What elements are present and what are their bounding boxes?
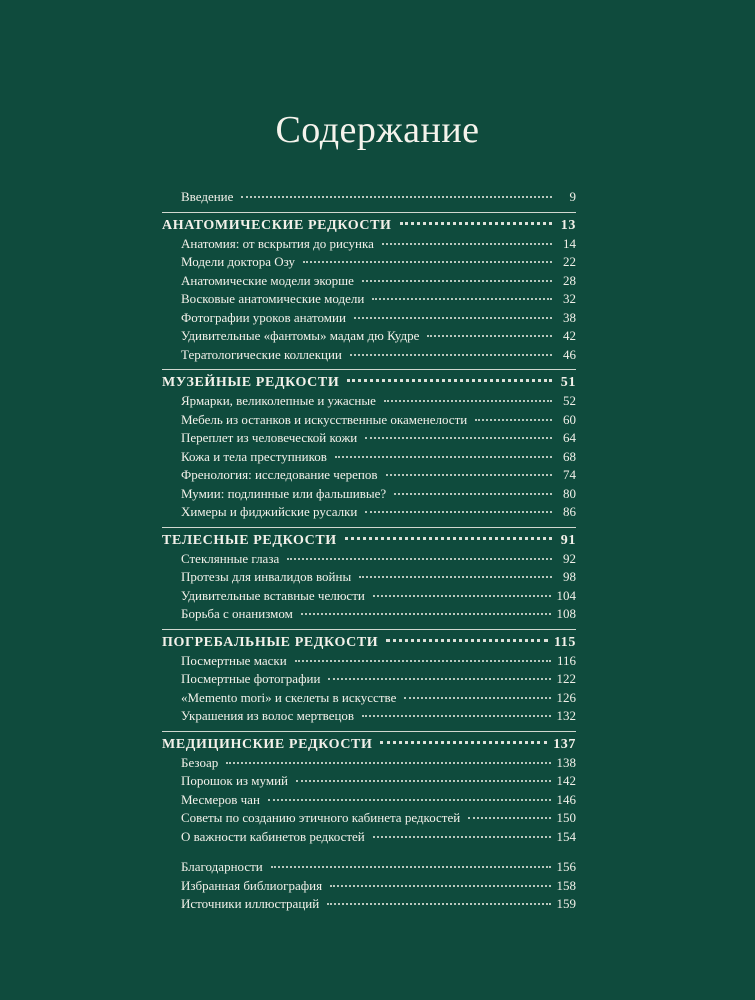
toc-entry-page: 80 [563,485,576,501]
section-label: ТЕЛЕСНЫЕ РЕДКОСТИ [162,532,337,548]
toc-entry[interactable] [162,568,576,587]
dot-leader [296,779,550,782]
dot-leader [295,659,551,662]
dot-leader [345,536,552,540]
toc-entry-page: 108 [556,606,576,621]
toc-entry-label: Анатомические модели экорше [181,272,354,288]
toc-entry-label: Френология: исследование черепов [181,467,378,482]
section-label: МЕДИЦИНСКИЕ РЕДКОСТИ [162,736,373,752]
toc-entry[interactable] [162,448,576,467]
toc-entry[interactable] [162,235,576,254]
toc-entry[interactable] [162,605,576,624]
section-label: МУЗЕЙНЫЕ РЕДКОСТИ [162,375,340,390]
toc-entry-label: Порошок из мумий [181,773,289,788]
toc-entry-label: «Memento mori» и скелеты в искусстве [181,689,397,705]
toc-entry-page: 150 [556,810,576,825]
section-divider [162,369,576,370]
toc-entry-page: 86 [563,504,576,519]
toc-entry-label: Мумии: подлинные или фальшивые? [181,485,387,501]
toc-entry-page: 52 [563,393,576,408]
toc-entry-page: 159 [556,896,576,911]
dot-leader [303,260,552,263]
toc-entry-page: 38 [563,309,576,325]
toc-entry[interactable] [162,411,576,430]
toc-entry[interactable] [162,466,576,485]
toc-entry-label: Советы по созданию этичного кабинета редкостей [181,810,461,825]
toc-entry-label: Тератологические коллекции [181,346,342,362]
toc-entry-page: 74 [563,467,576,482]
toc-entry[interactable] [162,327,576,346]
section-page: 137 [553,736,576,752]
toc-entry-label: Украшения из волос мертвецов [181,708,355,723]
section-divider [162,212,576,213]
dot-leader [226,761,550,764]
toc-entry-page: 46 [563,346,576,362]
dot-leader [268,798,551,801]
table-of-contents [162,188,576,914]
dot-leader [380,740,547,744]
toc-entry-page: 154 [556,828,576,844]
toc-entry[interactable] [162,485,576,504]
dot-leader [287,557,552,560]
dot-leader [468,816,550,819]
dot-leader [475,418,552,421]
toc-entry[interactable] [162,754,576,773]
toc-entry[interactable] [162,652,576,671]
section-page: 13 [560,217,576,233]
toc-entry[interactable] [162,809,576,828]
toc-entry-label: Анатомия: от вскрытия до рисунка [181,235,374,251]
section-label: ПОГРЕБАЛЬНЫЕ РЕДКОСТИ [162,634,379,650]
toc-entry-label: О важности кабинетов редкостей [181,828,365,844]
section-divider [162,527,576,528]
toc-section-heading[interactable] [162,531,576,550]
dot-leader [327,902,550,905]
toc-entry-label: Введение [181,189,234,204]
toc-entry-label: Переплет из человеческой кожи [181,430,358,445]
toc-entry[interactable] [162,272,576,291]
dot-leader [386,473,553,476]
section-divider [162,629,576,630]
toc-entry-intro[interactable] [162,188,576,207]
toc-entry-page: 142 [556,773,576,788]
toc-entry-back-matter[interactable] [162,858,576,877]
toc-entry-page: 116 [556,652,576,668]
toc-entry-page: 92 [563,550,576,566]
toc-entry-page: 68 [563,448,576,464]
toc-entry[interactable] [162,253,576,272]
toc-entry-label: Восковые анатомические модели [181,291,365,306]
toc-entry-label: Избранная библиография [181,877,323,893]
dot-leader [427,334,552,337]
toc-entry[interactable] [162,772,576,791]
toc-entry-label: Химеры и фиджийские русалки [181,504,358,519]
dot-leader [241,195,552,198]
dot-leader [362,279,552,282]
toc-entry-label: Борьба с онанизмом [181,606,293,621]
toc-entry[interactable] [162,503,576,522]
dot-leader [335,455,552,458]
toc-entry-page: 156 [556,859,576,874]
toc-section-heading[interactable] [162,633,576,652]
toc-entry-page: 122 [556,671,576,686]
toc-entry-label: Протезы для инвалидов войны [181,569,352,584]
toc-entry-label: Посмертные фотографии [181,671,321,686]
dot-leader [359,575,552,578]
toc-entry-page: 158 [556,877,576,893]
page-title: Содержание [275,109,480,151]
section-label: АНАТОМИЧЕСКИЕ РЕДКОСТИ [162,217,392,233]
toc-entry[interactable] [162,392,576,411]
dot-leader [372,297,552,300]
toc-entry-label: Модели доктора Озу [181,254,295,269]
toc-entry-page: 22 [563,254,576,269]
dot-leader [354,316,552,319]
section-page: 51 [560,375,576,390]
toc-entry[interactable] [162,670,576,689]
toc-entry-page: 42 [563,328,576,343]
toc-entry-label: Кожа и тела преступников [181,448,327,464]
toc-entry-page: 32 [563,291,576,306]
dot-leader [394,492,552,495]
toc-entry-label: Фотографии уроков анатомии [181,309,346,325]
dot-leader [382,242,552,245]
toc-entry-label: Посмертные маски [181,652,287,668]
toc-entry-page: 138 [556,754,576,770]
toc-entry-page: 64 [563,430,576,445]
dot-leader [400,221,552,225]
toc-entry-label: Безоар [181,754,219,770]
toc-entry-label: Ярмарки, великолепные и ужасные [181,393,376,408]
toc-entry-page: 132 [556,708,576,723]
dot-leader [386,638,548,642]
toc-entry-page: 126 [556,689,576,705]
toc-entry[interactable] [162,290,576,309]
dot-leader [271,865,551,868]
toc-entry[interactable] [162,309,576,328]
toc-entry-back-matter[interactable] [162,895,576,914]
dot-leader [365,510,552,513]
section-divider [162,731,576,732]
section-page: 115 [553,634,576,650]
dot-leader [350,353,552,356]
dot-leader [328,677,550,680]
toc-entry-back-matter[interactable] [162,877,576,896]
dot-leader [384,399,552,402]
dot-leader [347,378,552,382]
toc-entry[interactable] [162,429,576,448]
toc-section-heading[interactable] [162,735,576,754]
toc-entry[interactable] [162,346,576,365]
toc-entry-label: Мебель из останков и искусственные окаменелости [181,411,468,427]
toc-entry[interactable] [162,828,576,847]
section-page: 91 [560,532,576,548]
toc-entry[interactable] [162,550,576,569]
toc-entry-page: 28 [563,272,576,288]
toc-entry-label: Удивительные вставные челюсти [181,587,365,603]
dot-leader [373,835,551,838]
toc-entry-label: Стеклянные глаза [181,550,280,566]
dot-leader [362,714,550,717]
toc-entry-label: Месмеров чан [181,791,260,807]
dot-leader [301,612,551,615]
dot-leader [365,436,552,439]
dot-leader [330,884,550,887]
toc-entry-page: 146 [556,791,576,807]
toc-entry[interactable] [162,587,576,606]
dot-leader [404,696,550,699]
toc-entry-page: 60 [563,411,576,427]
toc-section-heading[interactable] [162,216,576,235]
toc-section-heading[interactable] [162,373,576,392]
dot-leader [373,594,551,597]
toc-entry-page: 14 [563,235,576,251]
toc-entry-label: Благодарности [181,859,263,874]
toc-entry-label: Источники иллюстраций [181,896,320,911]
toc-entry[interactable] [162,707,576,726]
toc-entry-page: 9 [569,189,576,204]
toc-entry-page: 98 [563,569,576,584]
toc-entry[interactable] [162,791,576,810]
toc-entry-label: Удивительные «фантомы» мадам дю Кудре [181,328,420,343]
toc-entry-page: 104 [556,587,576,603]
spacer [162,846,576,858]
toc-entry[interactable] [162,689,576,708]
